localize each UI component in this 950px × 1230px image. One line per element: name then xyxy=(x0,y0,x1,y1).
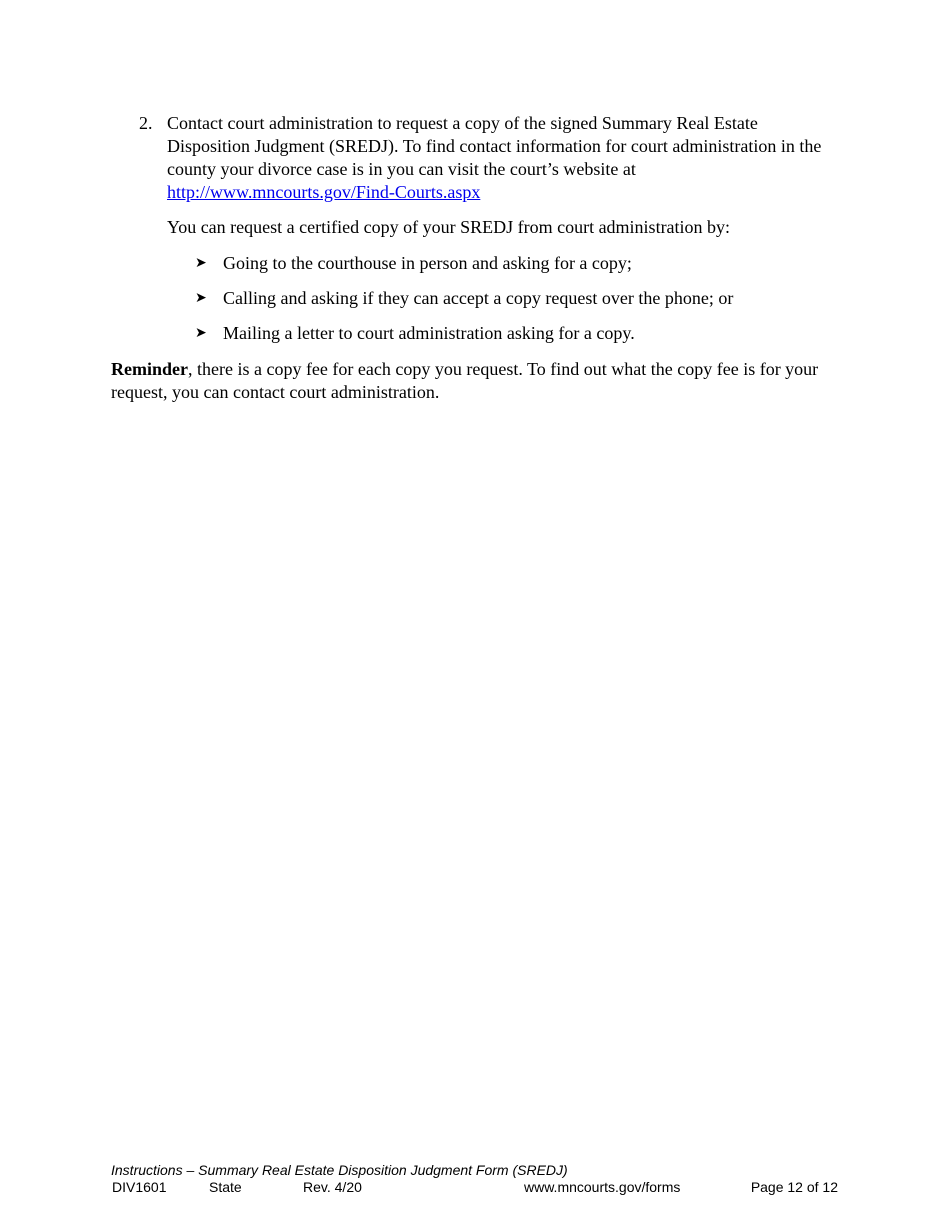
reminder-label: Reminder xyxy=(111,359,188,379)
item-text xyxy=(167,112,837,204)
footer-revision: Rev. 4/20 xyxy=(303,1179,362,1195)
list-item xyxy=(195,252,733,275)
footer-form-number: DIV1601 xyxy=(112,1179,167,1195)
bullet-list xyxy=(195,252,733,357)
list-item xyxy=(195,287,733,310)
find-courts-link[interactable]: http://www.mncourts.gov/Find-Courts.aspx xyxy=(167,182,481,202)
list-item-text: Calling and asking if they can accept a copy request over the phone; or xyxy=(223,288,734,308)
list-item-text: Mailing a letter to court administration asking for a copy. xyxy=(223,323,635,343)
footer-jurisdiction: State xyxy=(209,1179,242,1195)
arrowhead-bullet-icon: ➤ xyxy=(195,255,207,271)
footer-page-number: Page 12 of 12 xyxy=(750,1179,838,1195)
arrowhead-bullet-icon: ➤ xyxy=(195,325,207,341)
footer-url: www.mncourts.gov/forms xyxy=(524,1179,681,1195)
reminder-text: , there is a copy fee for each copy you request. To find out what the copy fee is for your request, you can contact court administration. xyxy=(111,359,819,402)
item-text-content: Contact court administration to request a copy of the signed Summary Real Estate Disposition Judgment (SREDJ). To find contact information for court administration in the county your divorce case is in you can visit the court’s website at xyxy=(167,113,822,179)
list-item xyxy=(195,322,733,345)
list-item-text: Going to the courthouse in person and asking for a copy; xyxy=(223,253,632,273)
footer-title: Instructions – Summary Real Estate Disposition Judgment Form (SREDJ) xyxy=(111,1162,568,1178)
page-footer xyxy=(111,1162,841,1196)
intro-text: You can request a certified copy of your SREDJ from court administration by: xyxy=(167,217,731,237)
item-number: 2. xyxy=(139,113,153,133)
reminder-paragraph xyxy=(111,358,831,404)
item-body xyxy=(167,112,837,204)
footer-details xyxy=(111,1179,841,1196)
arrowhead-bullet-icon: ➤ xyxy=(195,290,207,306)
